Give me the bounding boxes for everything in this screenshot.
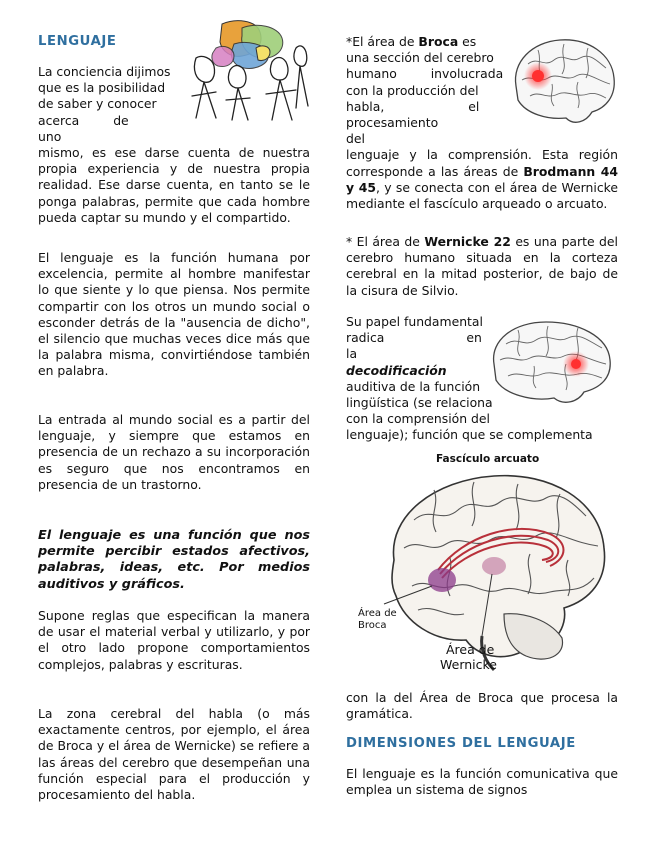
paragraph-enfasis: El lenguaje es una función que nos permite percibir estados afectivos, palabras, ideas, etc. Por medios auditivos y gráficos. xyxy=(38,528,310,592)
paragraph-reglas: Supone reglas que especifican la manera de usar el material verbal y utilizarlo, y por el otro lado propone comportamientos complejos, palabras y escrituras. xyxy=(38,608,310,672)
papel-line-5: lingüística (se relaciona xyxy=(346,395,493,411)
p1-line-1: La conciencia dijimos xyxy=(38,64,171,79)
brodmann-bold: Brodmann 44 y 45 xyxy=(346,163,618,195)
paragraph-broca xyxy=(346,34,618,212)
wer-b: es una parte del cerebro humano situada en la corteza cerebral en la mitad posterior, de bajo de la cisura de Silvio. xyxy=(346,234,618,298)
broca-bold: Broca xyxy=(418,34,459,49)
broca-rest-a: lenguaje y la comprensión. Esta región corresponde a las áreas de xyxy=(346,147,618,179)
papel-last: lenguaje); función que se complementa xyxy=(346,427,593,443)
papel-line-6: con la comprensión del xyxy=(346,411,490,427)
paragraph-dimensiones: El lenguaje es la función comunicativa que emplea un sistema de signos xyxy=(346,766,618,798)
broca-rest xyxy=(346,147,618,212)
paragraph-conciencia xyxy=(38,64,310,226)
papel-line-2: radica en la xyxy=(346,330,482,362)
section-title-lenguaje: LENGUAJE xyxy=(38,34,117,49)
broca-line-4: con la producción del xyxy=(346,82,479,98)
fig-label-wernicke-1: Área de xyxy=(446,642,495,657)
p1-line-4: acerca de uno xyxy=(38,112,129,144)
paragraph-papel xyxy=(346,314,618,444)
paragraph-zona-cerebral: La zona cerebral del habla (o más exactamente centros, por ejemplo, el área de Broca y el área de Wernicke) se refiere a las áreas del cerebro que desempeñan una función especial para el producción y procesamiento del habla. xyxy=(38,706,310,803)
fig-label-broca-2: Broca xyxy=(358,620,387,631)
paragraph-complementa: con la del Área de Broca que procesa la gramática. xyxy=(346,690,618,722)
paragraph-wernicke xyxy=(346,234,618,299)
fasciculo-arcuato-diagram xyxy=(354,450,616,676)
papel-line-4: auditiva de la función xyxy=(346,378,481,394)
fig-label-wernicke-2: Wernicke xyxy=(440,657,497,672)
p1-line-2: que es la posibilidad xyxy=(38,80,166,96)
broca-line-1c: es xyxy=(462,34,477,49)
broca-line-5: habla, el xyxy=(346,98,480,114)
broca-line-1a: *El área de xyxy=(346,34,415,49)
papel-line-1: Su papel fundamental xyxy=(346,314,483,329)
papel-line-3-decodificacion: decodificación xyxy=(346,362,447,378)
broca-line-2: una sección del cerebro xyxy=(346,50,494,66)
p1-line-3: de saber y conocer xyxy=(38,96,157,112)
broca-rest-b: , y se conecta con el área de Wernicke mediante el fascículo arqueado o arcuato. xyxy=(346,179,618,212)
wernicke-bold: Wernicke 22 xyxy=(424,234,511,249)
broca-line-1 xyxy=(346,34,506,50)
wer-a: * El área de xyxy=(346,234,420,249)
broca-line-6: procesamiento del xyxy=(346,115,439,147)
broca-line-3: humano involucrada xyxy=(346,66,504,82)
fig-label-broca-1: Área de xyxy=(358,608,397,619)
fig-title: Fascículo arcuato xyxy=(436,453,540,465)
p1-rest: mismo, es ese darse cuenta de nuestra propia experiencia y de nuestra propia realidad. Ese darse cuenta, en tanto se le ponga palabras, permite que cada hombre pueda captar su mundo y el compartido. xyxy=(38,145,310,225)
paragraph-funcion-humana: El lenguaje es la función humana por excelencia, permite al hombre manifestar lo que siente y lo que piensa. Nos permite compartir con los otros un mundo social o esconder detrás de la "ausencia de dicho", el silencio que muchas veces dice más que la palabra misma, convirtiéndose también en palabra. xyxy=(38,250,310,379)
section-title-dimensiones: DIMENSIONES DEL LENGUAJE xyxy=(346,736,576,751)
paragraph-entrada-mundo: La entrada al mundo social es a partir del lenguaje, y siempre que estamos en presencia de un rechazo a su incorporación es seguro que nos encontramos en presencia de un trastorno. xyxy=(38,412,310,492)
